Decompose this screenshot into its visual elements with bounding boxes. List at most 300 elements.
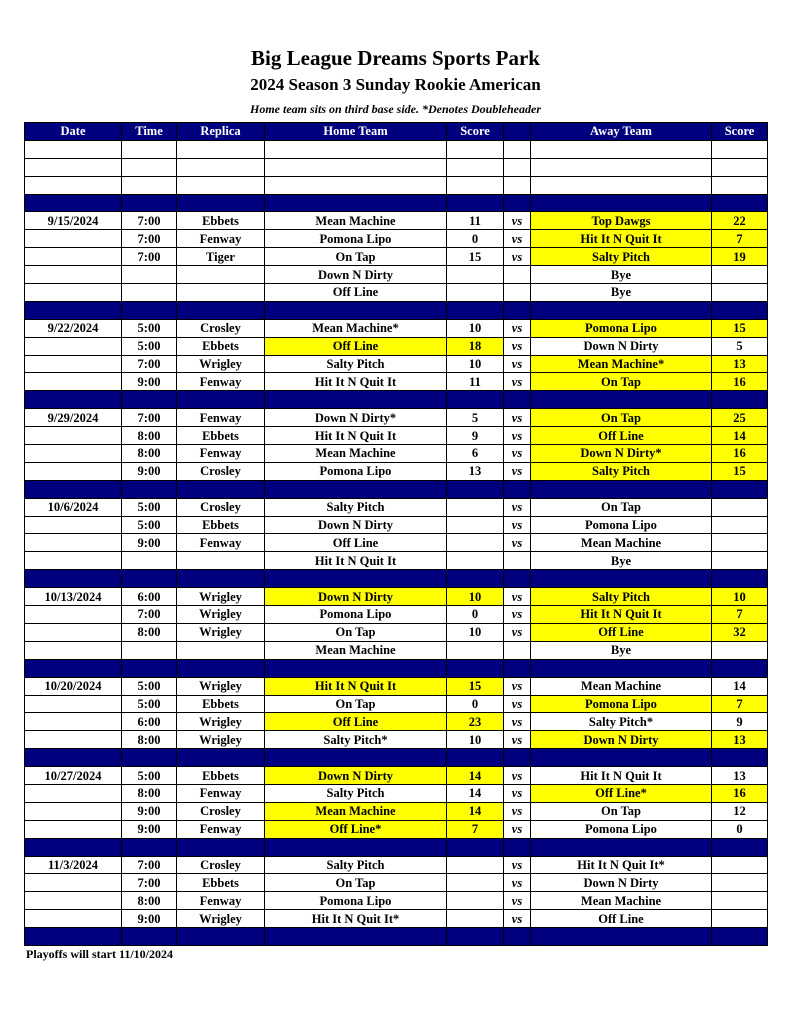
away-score: 15 — [712, 462, 768, 480]
game-field: Tiger — [177, 248, 265, 266]
game-date — [25, 623, 122, 641]
game-row — [25, 230, 768, 248]
away-score: 9 — [712, 713, 768, 731]
week-separator — [25, 749, 768, 767]
game-field — [177, 641, 265, 659]
away-score: 15 — [712, 319, 768, 337]
game-field: Wrigley — [177, 623, 265, 641]
vs-label: vs — [504, 623, 531, 641]
home-team: Pomona Lipo — [265, 462, 447, 480]
home-team: Mean Machine — [265, 802, 447, 820]
week-separator — [25, 928, 768, 946]
away-score: 7 — [712, 695, 768, 713]
game-time: 9:00 — [122, 462, 177, 480]
game-time: 8:00 — [122, 731, 177, 749]
away-score — [712, 856, 768, 874]
game-date: 11/3/2024 — [25, 856, 122, 874]
week-separator — [25, 659, 768, 677]
home-team: Pomona Lipo — [265, 230, 447, 248]
blank-row — [25, 158, 768, 176]
vs-label — [504, 641, 531, 659]
game-field: Ebbets — [177, 337, 265, 355]
away-team: On Tap — [531, 409, 712, 427]
away-score — [712, 910, 768, 928]
game-row — [25, 498, 768, 516]
away-team: Hit It N Quit It — [531, 767, 712, 785]
away-team: Bye — [531, 284, 712, 302]
game-date — [25, 445, 122, 463]
col-header-vs — [504, 123, 531, 141]
col-header-time: Time — [122, 123, 177, 141]
playoffs-note: Playoffs will start 11/10/2024 — [26, 947, 173, 961]
away-team: Hit It N Quit It* — [531, 856, 712, 874]
vs-label: vs — [504, 230, 531, 248]
home-score: 0 — [447, 695, 504, 713]
game-field — [177, 284, 265, 302]
home-score: 11 — [447, 212, 504, 230]
vs-label: vs — [504, 874, 531, 892]
home-score — [447, 641, 504, 659]
vs-label: vs — [504, 427, 531, 445]
game-time: 7:00 — [122, 409, 177, 427]
game-row — [25, 337, 768, 355]
away-score — [712, 284, 768, 302]
game-row — [25, 373, 768, 391]
home-team: Hit It N Quit It* — [265, 910, 447, 928]
home-score: 14 — [447, 802, 504, 820]
game-row — [25, 695, 768, 713]
game-date — [25, 695, 122, 713]
schedule-table — [24, 122, 768, 946]
home-score — [447, 856, 504, 874]
away-team: Mean Machine* — [531, 355, 712, 373]
game-row — [25, 784, 768, 802]
game-time — [122, 552, 177, 570]
away-score: 12 — [712, 802, 768, 820]
home-score: 11 — [447, 373, 504, 391]
week-separator — [25, 838, 768, 856]
game-field: Ebbets — [177, 695, 265, 713]
away-score: 13 — [712, 767, 768, 785]
game-date — [25, 910, 122, 928]
away-score: 0 — [712, 820, 768, 838]
game-row — [25, 874, 768, 892]
game-date — [25, 266, 122, 284]
home-team: Off Line — [265, 713, 447, 731]
header-row — [25, 123, 768, 141]
vs-label: vs — [504, 767, 531, 785]
game-row — [25, 266, 768, 284]
blank-row — [25, 140, 768, 158]
vs-label: vs — [504, 319, 531, 337]
game-field: Ebbets — [177, 212, 265, 230]
home-score — [447, 516, 504, 534]
home-score — [447, 534, 504, 552]
home-score: 10 — [447, 319, 504, 337]
game-date — [25, 892, 122, 910]
home-score: 14 — [447, 784, 504, 802]
away-score: 25 — [712, 409, 768, 427]
away-score: 32 — [712, 623, 768, 641]
game-date: 9/29/2024 — [25, 409, 122, 427]
game-field: Fenway — [177, 534, 265, 552]
game-time: 5:00 — [122, 319, 177, 337]
game-field: Fenway — [177, 784, 265, 802]
game-field: Wrigley — [177, 910, 265, 928]
away-score: 16 — [712, 784, 768, 802]
schedule-body — [25, 140, 768, 945]
game-row — [25, 802, 768, 820]
home-score: 6 — [447, 445, 504, 463]
vs-label: vs — [504, 248, 531, 266]
game-time: 9:00 — [122, 802, 177, 820]
away-team: Hit It N Quit It — [531, 230, 712, 248]
away-team: Bye — [531, 641, 712, 659]
game-time: 7:00 — [122, 230, 177, 248]
away-score: 13 — [712, 731, 768, 749]
away-team: Salty Pitch* — [531, 713, 712, 731]
game-field: Wrigley — [177, 713, 265, 731]
home-team: On Tap — [265, 695, 447, 713]
home-team: Off Line — [265, 284, 447, 302]
game-date — [25, 874, 122, 892]
away-team: Down N Dirty — [531, 337, 712, 355]
week-separator — [25, 480, 768, 498]
game-row — [25, 713, 768, 731]
away-team: Salty Pitch — [531, 248, 712, 266]
vs-label: vs — [504, 677, 531, 695]
game-field — [177, 266, 265, 284]
game-time: 6:00 — [122, 588, 177, 606]
game-field: Fenway — [177, 230, 265, 248]
game-field: Fenway — [177, 409, 265, 427]
game-time: 5:00 — [122, 767, 177, 785]
col-header-home-team: Home Team — [265, 123, 447, 141]
away-score: 16 — [712, 445, 768, 463]
game-time: 7:00 — [122, 355, 177, 373]
vs-label: vs — [504, 856, 531, 874]
away-team: Mean Machine — [531, 534, 712, 552]
vs-label: vs — [504, 445, 531, 463]
game-row — [25, 355, 768, 373]
vs-label: vs — [504, 409, 531, 427]
game-field: Fenway — [177, 373, 265, 391]
away-team: Off Line — [531, 623, 712, 641]
vs-label: vs — [504, 784, 531, 802]
vs-label: vs — [504, 892, 531, 910]
home-team: Pomona Lipo — [265, 606, 447, 624]
page-title: Big League Dreams Sports Park — [251, 46, 540, 70]
game-row — [25, 409, 768, 427]
away-team: Hit It N Quit It — [531, 606, 712, 624]
home-score — [447, 266, 504, 284]
home-score: 10 — [447, 588, 504, 606]
game-date — [25, 641, 122, 659]
game-date — [25, 516, 122, 534]
away-score — [712, 534, 768, 552]
blank-row — [25, 176, 768, 194]
vs-label: vs — [504, 516, 531, 534]
game-time: 5:00 — [122, 677, 177, 695]
game-time: 5:00 — [122, 337, 177, 355]
home-score: 14 — [447, 767, 504, 785]
home-score: 0 — [447, 230, 504, 248]
away-team: On Tap — [531, 373, 712, 391]
game-row — [25, 427, 768, 445]
game-time: 7:00 — [122, 212, 177, 230]
game-row — [25, 731, 768, 749]
away-score — [712, 516, 768, 534]
game-time: 9:00 — [122, 820, 177, 838]
vs-label: vs — [504, 606, 531, 624]
vs-label: vs — [504, 355, 531, 373]
game-field: Wrigley — [177, 355, 265, 373]
game-date — [25, 337, 122, 355]
game-row — [25, 623, 768, 641]
away-team: Bye — [531, 266, 712, 284]
week-separator — [25, 194, 768, 212]
away-score: 14 — [712, 677, 768, 695]
home-team: Off Line — [265, 534, 447, 552]
vs-label: vs — [504, 373, 531, 391]
game-time: 8:00 — [122, 623, 177, 641]
vs-label: vs — [504, 910, 531, 928]
col-header-away-team: Away Team — [531, 123, 712, 141]
game-row — [25, 820, 768, 838]
game-date — [25, 248, 122, 266]
game-date — [25, 820, 122, 838]
game-date — [25, 713, 122, 731]
away-team: Bye — [531, 552, 712, 570]
game-time: 9:00 — [122, 373, 177, 391]
away-team: Off Line* — [531, 784, 712, 802]
game-row — [25, 641, 768, 659]
game-time: 5:00 — [122, 695, 177, 713]
home-team: Mean Machine — [265, 641, 447, 659]
home-team: Off Line — [265, 337, 447, 355]
home-score: 15 — [447, 677, 504, 695]
home-score — [447, 498, 504, 516]
game-date — [25, 784, 122, 802]
home-team: Down N Dirty — [265, 516, 447, 534]
home-score: 10 — [447, 355, 504, 373]
vs-label: vs — [504, 588, 531, 606]
vs-label — [504, 284, 531, 302]
home-team: Off Line* — [265, 820, 447, 838]
vs-label: vs — [504, 534, 531, 552]
away-score: 14 — [712, 427, 768, 445]
game-date: 10/13/2024 — [25, 588, 122, 606]
col-header-date: Date — [25, 123, 122, 141]
home-score: 0 — [447, 606, 504, 624]
home-team: Down N Dirty — [265, 767, 447, 785]
away-team: Pomona Lipo — [531, 695, 712, 713]
game-row — [25, 892, 768, 910]
vs-label: vs — [504, 337, 531, 355]
game-field: Crosley — [177, 802, 265, 820]
col-header-replica: Replica — [177, 123, 265, 141]
game-time: 8:00 — [122, 784, 177, 802]
game-date — [25, 552, 122, 570]
home-score — [447, 874, 504, 892]
home-score — [447, 284, 504, 302]
week-separator — [25, 301, 768, 319]
home-team: On Tap — [265, 623, 447, 641]
game-time: 8:00 — [122, 427, 177, 445]
game-time: 5:00 — [122, 516, 177, 534]
away-score — [712, 266, 768, 284]
game-date: 9/22/2024 — [25, 319, 122, 337]
away-score: 13 — [712, 355, 768, 373]
game-date: 10/20/2024 — [25, 677, 122, 695]
away-team: On Tap — [531, 802, 712, 820]
game-row — [25, 516, 768, 534]
game-field: Fenway — [177, 445, 265, 463]
game-field — [177, 552, 265, 570]
game-date: 9/15/2024 — [25, 212, 122, 230]
vs-label: vs — [504, 820, 531, 838]
away-score — [712, 498, 768, 516]
vs-label: vs — [504, 731, 531, 749]
home-score: 10 — [447, 623, 504, 641]
game-date — [25, 462, 122, 480]
home-team: Hit It N Quit It — [265, 373, 447, 391]
home-team: Down N Dirty* — [265, 409, 447, 427]
game-row — [25, 248, 768, 266]
game-field: Crosley — [177, 856, 265, 874]
home-score: 18 — [447, 337, 504, 355]
game-date — [25, 802, 122, 820]
home-score: 9 — [447, 427, 504, 445]
game-row — [25, 677, 768, 695]
game-row — [25, 534, 768, 552]
game-row — [25, 462, 768, 480]
col-header-away-score: Score — [712, 123, 768, 141]
away-team: Pomona Lipo — [531, 516, 712, 534]
home-team: On Tap — [265, 874, 447, 892]
home-score: 13 — [447, 462, 504, 480]
vs-label: vs — [504, 462, 531, 480]
game-date: 10/6/2024 — [25, 498, 122, 516]
game-row — [25, 552, 768, 570]
home-team: Hit It N Quit It — [265, 552, 447, 570]
game-field: Crosley — [177, 462, 265, 480]
week-separator — [25, 391, 768, 409]
away-team: Salty Pitch — [531, 588, 712, 606]
game-date — [25, 284, 122, 302]
game-row — [25, 212, 768, 230]
game-time: 5:00 — [122, 498, 177, 516]
home-team: Mean Machine — [265, 212, 447, 230]
game-time: 7:00 — [122, 874, 177, 892]
away-team: Top Dawgs — [531, 212, 712, 230]
vs-label: vs — [504, 713, 531, 731]
away-team: Down N Dirty — [531, 731, 712, 749]
game-field: Fenway — [177, 892, 265, 910]
home-score — [447, 910, 504, 928]
col-header-home-score: Score — [447, 123, 504, 141]
home-team: Down N Dirty — [265, 266, 447, 284]
away-score — [712, 892, 768, 910]
game-date — [25, 427, 122, 445]
away-score — [712, 874, 768, 892]
home-team: Down N Dirty — [265, 588, 447, 606]
game-time: 7:00 — [122, 606, 177, 624]
game-field: Wrigley — [177, 588, 265, 606]
home-team: Pomona Lipo — [265, 892, 447, 910]
page-subtitle: 2024 Season 3 Sunday Rookie American — [250, 75, 541, 94]
schedule-note: Home team sits on third base side. *Denotes Doubleheader — [250, 102, 541, 116]
home-score: 10 — [447, 731, 504, 749]
home-score: 15 — [447, 248, 504, 266]
away-team: Off Line — [531, 427, 712, 445]
game-date — [25, 534, 122, 552]
game-field: Ebbets — [177, 427, 265, 445]
home-team: Salty Pitch — [265, 355, 447, 373]
home-team: Hit It N Quit It — [265, 677, 447, 695]
game-date: 10/27/2024 — [25, 767, 122, 785]
away-team: Off Line — [531, 910, 712, 928]
game-time: 7:00 — [122, 248, 177, 266]
week-separator — [25, 570, 768, 588]
game-row — [25, 588, 768, 606]
game-field: Crosley — [177, 319, 265, 337]
away-team: Mean Machine — [531, 677, 712, 695]
away-team: Down N Dirty — [531, 874, 712, 892]
game-row — [25, 284, 768, 302]
vs-label — [504, 552, 531, 570]
away-team: Pomona Lipo — [531, 820, 712, 838]
vs-label — [504, 266, 531, 284]
game-time: 7:00 — [122, 856, 177, 874]
away-score: 22 — [712, 212, 768, 230]
away-team: Mean Machine — [531, 892, 712, 910]
game-date — [25, 606, 122, 624]
vs-label: vs — [504, 212, 531, 230]
game-field: Fenway — [177, 820, 265, 838]
away-score: 7 — [712, 230, 768, 248]
away-score — [712, 641, 768, 659]
game-field: Wrigley — [177, 606, 265, 624]
game-date — [25, 230, 122, 248]
home-team: Salty Pitch* — [265, 731, 447, 749]
home-team: Salty Pitch — [265, 498, 447, 516]
game-field: Crosley — [177, 498, 265, 516]
away-score: 10 — [712, 588, 768, 606]
away-team: On Tap — [531, 498, 712, 516]
vs-label: vs — [504, 498, 531, 516]
game-row — [25, 910, 768, 928]
away-score: 16 — [712, 373, 768, 391]
game-field: Ebbets — [177, 874, 265, 892]
vs-label: vs — [504, 802, 531, 820]
home-score — [447, 552, 504, 570]
game-time: 8:00 — [122, 892, 177, 910]
game-field: Ebbets — [177, 767, 265, 785]
home-team: Mean Machine* — [265, 319, 447, 337]
home-team: Salty Pitch — [265, 856, 447, 874]
game-row — [25, 319, 768, 337]
game-date — [25, 373, 122, 391]
home-score: 5 — [447, 409, 504, 427]
home-score: 7 — [447, 820, 504, 838]
away-score: 19 — [712, 248, 768, 266]
game-row — [25, 856, 768, 874]
away-score: 5 — [712, 337, 768, 355]
game-time: 8:00 — [122, 445, 177, 463]
away-score — [712, 552, 768, 570]
game-time — [122, 266, 177, 284]
